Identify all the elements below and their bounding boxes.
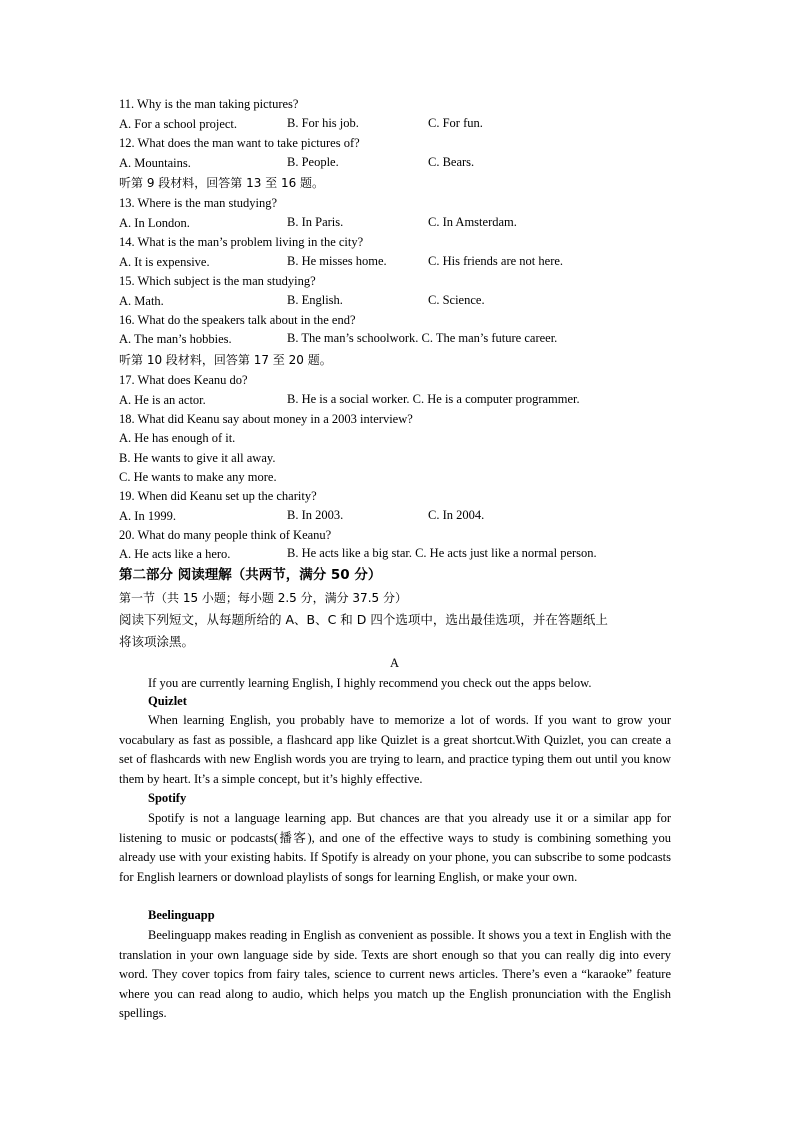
option-a: A. For a school project. (119, 117, 238, 131)
paragraph-text: When learning English, you probably have to memorize a lot of words. If you want to grow your vocabulary as fast as possible, a flashcard app like Quizlet is a great shortcut.With Quizlet, you can create a set of flashcards with new English words you are trying to learn, and practice typing them out until you know them by heart. It’s a simple concept, but it’s highly effective. (119, 713, 671, 786)
question-11: 11. Why is the man taking pictures? (119, 97, 299, 111)
option-b: B. People. (287, 155, 339, 169)
question-18: 18. What did Keanu say about money in a 2003 interview? (119, 412, 413, 426)
paragraph-text: Beelinguapp makes reading in English as convenient as possible. It shows you a text in English with the translation in your own language side by side. Texts are short enough so that you can really dig into every word. They cover topics from fairy tales, science to current news articles. There’s even a “karaoke” feature where you can read along to audio, which helps you match up the English pronunciation with the English spellings. (119, 928, 671, 1021)
option-a: A. The man’s hobbies. (119, 332, 232, 346)
reading-instruction: 阅读下列短文，从每题所给的 A、B、C 和 D 四个选项中，选出最佳选项，并在答题纸上 (119, 612, 608, 627)
option-c: C. In Amsterdam. (428, 215, 517, 229)
option-b: B. He wants to give it all away. (119, 451, 276, 465)
question-13: 13. Where is the man studying? (119, 196, 278, 210)
instruction-section-9: 听第 9 段材料，回答第 13 至 16 题。 (119, 176, 325, 190)
question-12: 12. What does the man want to take pictures of? (119, 136, 360, 150)
option-b: B. The man’s schoolwork. C. The man’s future career. (287, 331, 558, 345)
option-c: C. His friends are not here. (428, 254, 564, 268)
option-b: B. English. (287, 293, 343, 307)
app-paragraph-beelinguapp (119, 926, 671, 1024)
passage-intro: If you are currently learning English, I highly recommend you check out the apps below. (148, 676, 592, 690)
option-a: A. Math. (119, 294, 164, 308)
option-a: A. He acts like a hero. (119, 547, 231, 561)
option-b: B. In 2003. (287, 508, 344, 522)
instruction-section-10: 听第 10 段材料，回答第 17 至 20 题。 (119, 353, 332, 367)
question-17: 17. What does Keanu do? (119, 373, 248, 387)
paragraph-text: Spotify is not a language learning app. But chances are that you already use it or a similar app for listening to music or podcasts(播客), and one of the effective ways to study is combining something you already use with your existing habits. If Spotify is already on your phone, you can subscribe to some podcasts for English learners or download playlists of songs for learning English, or make your own. (119, 811, 671, 884)
option-b: B. In Paris. (287, 215, 344, 229)
option-a: A. It is expensive. (119, 255, 210, 269)
app-heading-quizlet: Quizlet (148, 694, 187, 708)
app-paragraph-quizlet (119, 711, 671, 789)
option-b: B. For his job. (287, 116, 359, 130)
question-16: 16. What do the speakers talk about in the end? (119, 313, 356, 327)
option-c: C. He wants to make any more. (119, 470, 277, 484)
app-paragraph-spotify (119, 809, 671, 887)
option-b: B. He misses home. (287, 254, 387, 268)
option-a: A. He has enough of it. (119, 431, 236, 445)
passage-label: A (390, 656, 400, 670)
question-19: 19. When did Keanu set up the charity? (119, 489, 317, 503)
reading-instruction-cont: 将该项涂黑。 (119, 634, 195, 649)
option-c: C. For fun. (428, 116, 483, 130)
option-a: A. He is an actor. (119, 393, 206, 407)
part-two-heading: 第二部分 阅读理解（共两节，满分 50 分） (119, 567, 382, 583)
question-14: 14. What is the man’s problem living in the city? (119, 235, 364, 249)
option-c: C. In 2004. (428, 508, 485, 522)
question-15: 15. Which subject is the man studying? (119, 274, 316, 288)
option-a: A. In London. (119, 216, 190, 230)
option-a: A. In 1999. (119, 509, 176, 523)
app-heading-beelinguapp: Beelinguapp (148, 908, 215, 922)
option-c: C. Bears. (428, 155, 475, 169)
app-heading-spotify: Spotify (148, 791, 187, 805)
option-c: C. Science. (428, 293, 485, 307)
option-a: A. Mountains. (119, 156, 191, 170)
question-20: 20. What do many people think of Keanu? (119, 528, 332, 542)
section-one-heading: 第一节（共 15 小题；每小题 2.5 分，满分 37.5 分） (119, 591, 407, 605)
option-b: B. He acts like a big star. C. He acts just like a normal person. (287, 546, 597, 560)
option-b: B. He is a social worker. C. He is a computer programmer. (287, 392, 580, 406)
